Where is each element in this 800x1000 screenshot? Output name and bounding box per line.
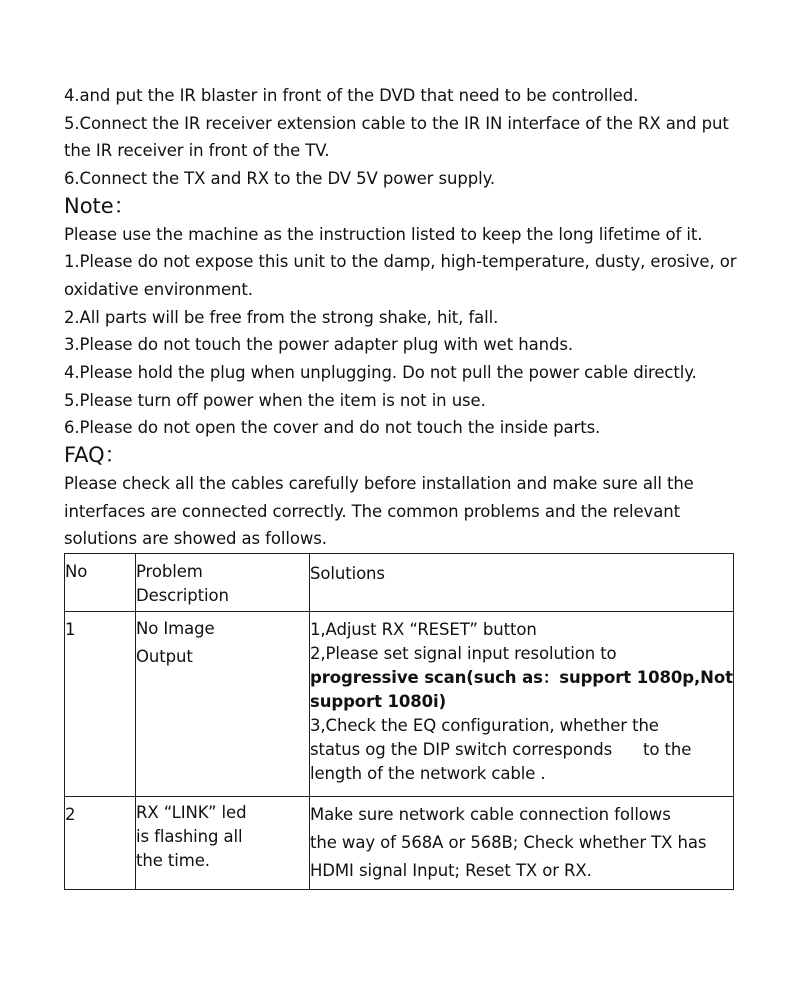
row-solution-cell — [310, 797, 734, 890]
solution-line: status og the DIP switch corresponds to the — [310, 740, 692, 759]
problem-line: is flashing all — [136, 827, 243, 846]
intro-line: 5.Connect the IR receiver extension cable to the IR IN interface of the RX and put — [64, 113, 729, 133]
note-line: Please use the machine as the instruction listed to keep the long lifetime of it. — [64, 224, 703, 244]
solution-line: the way of 568A or 568B; Check whether TX has — [310, 833, 707, 852]
solution-line: HDMI signal Input; Reset TX or RX. — [310, 861, 592, 880]
solution-line: support 1080i) — [310, 692, 447, 711]
note-line: 3.Please do not touch the power adapter plug with wet hands. — [64, 335, 573, 355]
row-no: 2 — [65, 805, 76, 824]
problem-line: No Image — [136, 619, 215, 638]
solution-line: progressive scan(such as：support 1080p,Not — [310, 668, 733, 687]
row-problem-cell — [136, 612, 310, 797]
note-line: 5.Please turn off power when the item is not in use. — [64, 390, 486, 410]
solution-line: 2,Please set signal input resolution to — [310, 644, 617, 663]
note-line: 1.Please do not expose this unit to the damp, high-temperature, dusty, erosive, or — [64, 252, 737, 272]
note-line: 2.All parts will be free from the strong shake, hit, fall. — [64, 307, 499, 327]
intro-line: 4.and put the IR blaster in front of the DVD that need to be controlled. — [64, 86, 639, 105]
solution-line: length of the network cable . — [310, 764, 546, 783]
solution-line: 3,Check the EQ configuration, whether the — [310, 716, 659, 735]
note-line: oxidative environment. — [64, 279, 253, 299]
faq-intro-line: interfaces are connected correctly. The common problems and the relevant — [64, 501, 680, 521]
solution-line: Make sure network cable connection follows — [310, 805, 671, 824]
problem-line: Output — [136, 647, 193, 666]
problem-line: the time. — [136, 851, 210, 870]
header-no-cell — [65, 554, 136, 612]
note-line: 4.Please hold the plug when unplugging. Do not pull the power cable directly. — [64, 363, 697, 383]
header-problem: Problem — [136, 562, 203, 581]
note-line: 6.Please do not open the cover and do not touch the inside parts. — [64, 418, 601, 438]
table-row — [65, 797, 734, 890]
row-no: 1 — [65, 620, 76, 639]
header-problem-cell — [136, 554, 310, 612]
row-no-cell — [65, 612, 136, 797]
table-row — [65, 612, 734, 797]
faq-table — [64, 553, 734, 890]
header-solutions-cell — [310, 554, 734, 612]
header-problem: Description — [136, 586, 229, 605]
faq-heading: FAQ： — [64, 443, 126, 468]
intro-line: 6.Connect the TX and RX to the DV 5V power supply. — [64, 169, 496, 189]
note-heading: Note： — [64, 193, 135, 218]
solution-line: 1,Adjust RX “RESET” button — [310, 620, 537, 639]
header-solutions: Solutions — [310, 564, 385, 583]
row-no-cell — [65, 797, 136, 890]
intro-line: the IR receiver in front of the TV. — [64, 141, 330, 161]
table-header-row — [65, 554, 734, 612]
document-page — [64, 82, 744, 553]
faq-intro-line: solutions are showed as follows. — [64, 529, 327, 549]
problem-line: RX “LINK” led — [136, 803, 247, 822]
row-solution-cell — [310, 612, 734, 797]
faq-intro-line: Please check all the cables carefully before installation and make sure all the — [64, 473, 694, 493]
row-problem-cell — [136, 797, 310, 890]
header-no: No — [65, 562, 88, 581]
